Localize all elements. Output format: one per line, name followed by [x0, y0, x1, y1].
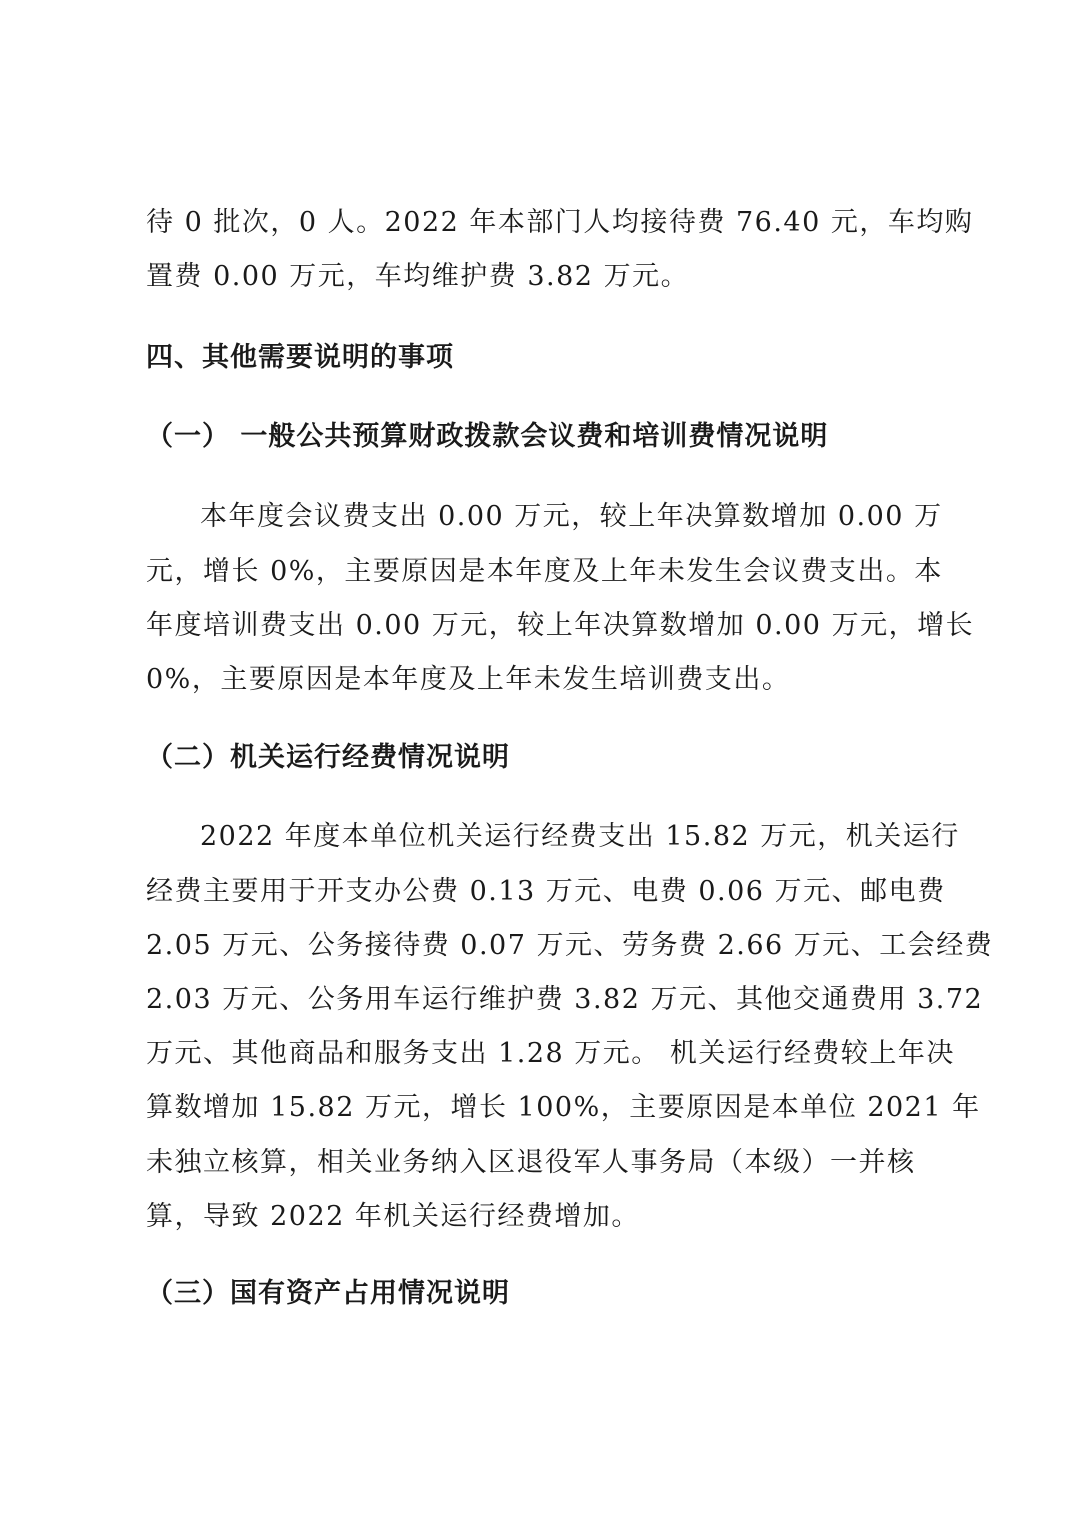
- body-text-line: 元，增长 0%，主要原因是本年度及上年未发生会议费支出。本: [146, 556, 943, 587]
- subsection-heading: （二）机关运行经费情况说明: [146, 742, 510, 773]
- body-text-line: 2.05 万元、公务接待费 0.07 万元、劳务费 2.66 万元、工会经费: [146, 930, 994, 961]
- body-text-line: 2022 年度本单位机关运行经费支出 15.82 万元，机关运行: [200, 821, 960, 852]
- body-text-line: 2.03 万元、公务用车运行维护费 3.82 万元、其他交通费用 3.72: [146, 984, 984, 1015]
- body-text-line: 算数增加 15.82 万元，增长 100%，主要原因是本单位 2021 年: [146, 1092, 981, 1123]
- body-text-line: 年度培训费支出 0.00 万元，较上年决算数增加 0.00 万元，增长: [146, 610, 975, 641]
- subsection-heading: （一） 一般公共预算财政拨款会议费和培训费情况说明: [146, 421, 829, 452]
- body-text-line: 本年度会议费支出 0.00 万元，较上年决算数增加 0.00 万: [200, 501, 943, 532]
- body-text-line: 待 0 批次，0 人。2022 年本部门人均接待费 76.40 元，车均购: [146, 207, 974, 238]
- section-heading: 四、其他需要说明的事项: [146, 342, 454, 373]
- subsection-heading: （三）国有资产占用情况说明: [146, 1278, 510, 1309]
- body-text-line: 置费 0.00 万元，车均维护费 3.82 万元。: [146, 261, 690, 292]
- body-text-line: 未独立核算，相关业务纳入区退役军人事务局（本级）一并核: [146, 1147, 916, 1178]
- body-text-line: 0%，主要原因是本年度及上年未发生培训费支出。: [146, 664, 791, 695]
- body-text-line: 经费主要用于开支办公费 0.13 万元、电费 0.06 万元、邮电费: [146, 876, 946, 907]
- body-text-line: 算，导致 2022 年机关运行经费增加。: [146, 1201, 640, 1232]
- body-text-line: 万元、其他商品和服务支出 1.28 万元。 机关运行经费较上年决: [146, 1038, 955, 1069]
